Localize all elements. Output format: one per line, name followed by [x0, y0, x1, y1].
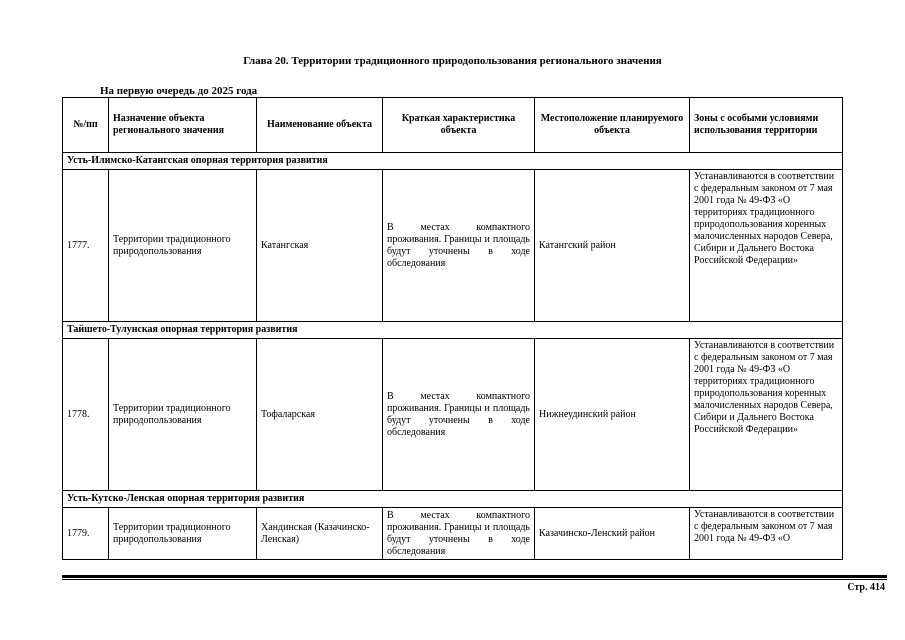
row-name: Катангская: [257, 170, 383, 322]
header-location: Местоположение планируемого объекта: [535, 98, 690, 153]
row-purpose: Территории традиционного природопользования: [109, 339, 257, 491]
row-zones: Устанавливаются в соответствии с федеральным законом от 7 мая 2001 года № 49-ФЗ «О: [690, 508, 843, 560]
row-purpose: Территории традиционного природопользования: [109, 170, 257, 322]
row-characteristic: В местах компактного проживания. Границы и площадь будут уточнены в ходе обследования: [383, 508, 535, 560]
row-location: Катангский район: [535, 170, 690, 322]
row-name: Хандинская (Казачинско-Ленская): [257, 508, 383, 560]
section-row: [63, 322, 843, 339]
chapter-title: Глава 20. Территории традиционного природопользования регионального значения: [243, 55, 662, 67]
row-location: Нижнеудинский район: [535, 339, 690, 491]
table-row: [63, 170, 843, 322]
page-number: Стр. 414: [847, 582, 885, 593]
row-characteristic: В местах компактного проживания. Границы и площадь будут уточнены в ходе обследования: [383, 339, 535, 491]
row-zones: Устанавливаются в соответствии с федеральным законом от 7 мая 2001 года № 49-ФЗ «О территориях традиционного природопользования коренных малочисленных народов Севера, Сибири и Дальнего Востока Российской Федерации»: [690, 339, 843, 491]
row-purpose: Территории традиционного природопользования: [109, 508, 257, 560]
table-header-row: [63, 98, 843, 153]
row-num: 1777.: [63, 170, 109, 322]
row-num: 1778.: [63, 339, 109, 491]
header-zones: Зоны с особыми условиями использования территории: [690, 98, 843, 153]
row-zones: Устанавливаются в соответствии с федеральным законом от 7 мая 2001 года № 49-ФЗ «О территориях традиционного природопользования коренных малочисленных народов Севера, Сибири и Дальнего Востока Российской Федерации»: [690, 170, 843, 322]
row-num: 1779.: [63, 508, 109, 560]
footer-divider-thin: [62, 579, 887, 580]
section-title: Усть-Кутско-Ленская опорная территория развития: [63, 491, 843, 508]
header-characteristic: Краткая характеристика объекта: [383, 98, 535, 153]
section-row: [63, 491, 843, 508]
table-subtitle: На первую очередь до 2025 года: [100, 85, 258, 97]
row-characteristic: В местах компактного проживания. Границы и площадь будут уточнены в ходе обследования: [383, 170, 535, 322]
header-name: Наименование объекта: [257, 98, 383, 153]
section-row: [63, 153, 843, 170]
table-row: [63, 339, 843, 491]
objects-table: [62, 97, 843, 560]
header-purpose: Назначение объекта регионального значения: [109, 98, 257, 153]
row-name: Тофаларская: [257, 339, 383, 491]
section-title: Тайшето-Тулунская опорная территория развития: [63, 322, 843, 339]
row-location: Казачинско-Ленский район: [535, 508, 690, 560]
table-row: [63, 508, 843, 560]
header-num: №/пп: [63, 98, 109, 153]
section-title: Усть-Илимско-Катангская опорная территория развития: [63, 153, 843, 170]
footer-divider: [62, 575, 887, 578]
